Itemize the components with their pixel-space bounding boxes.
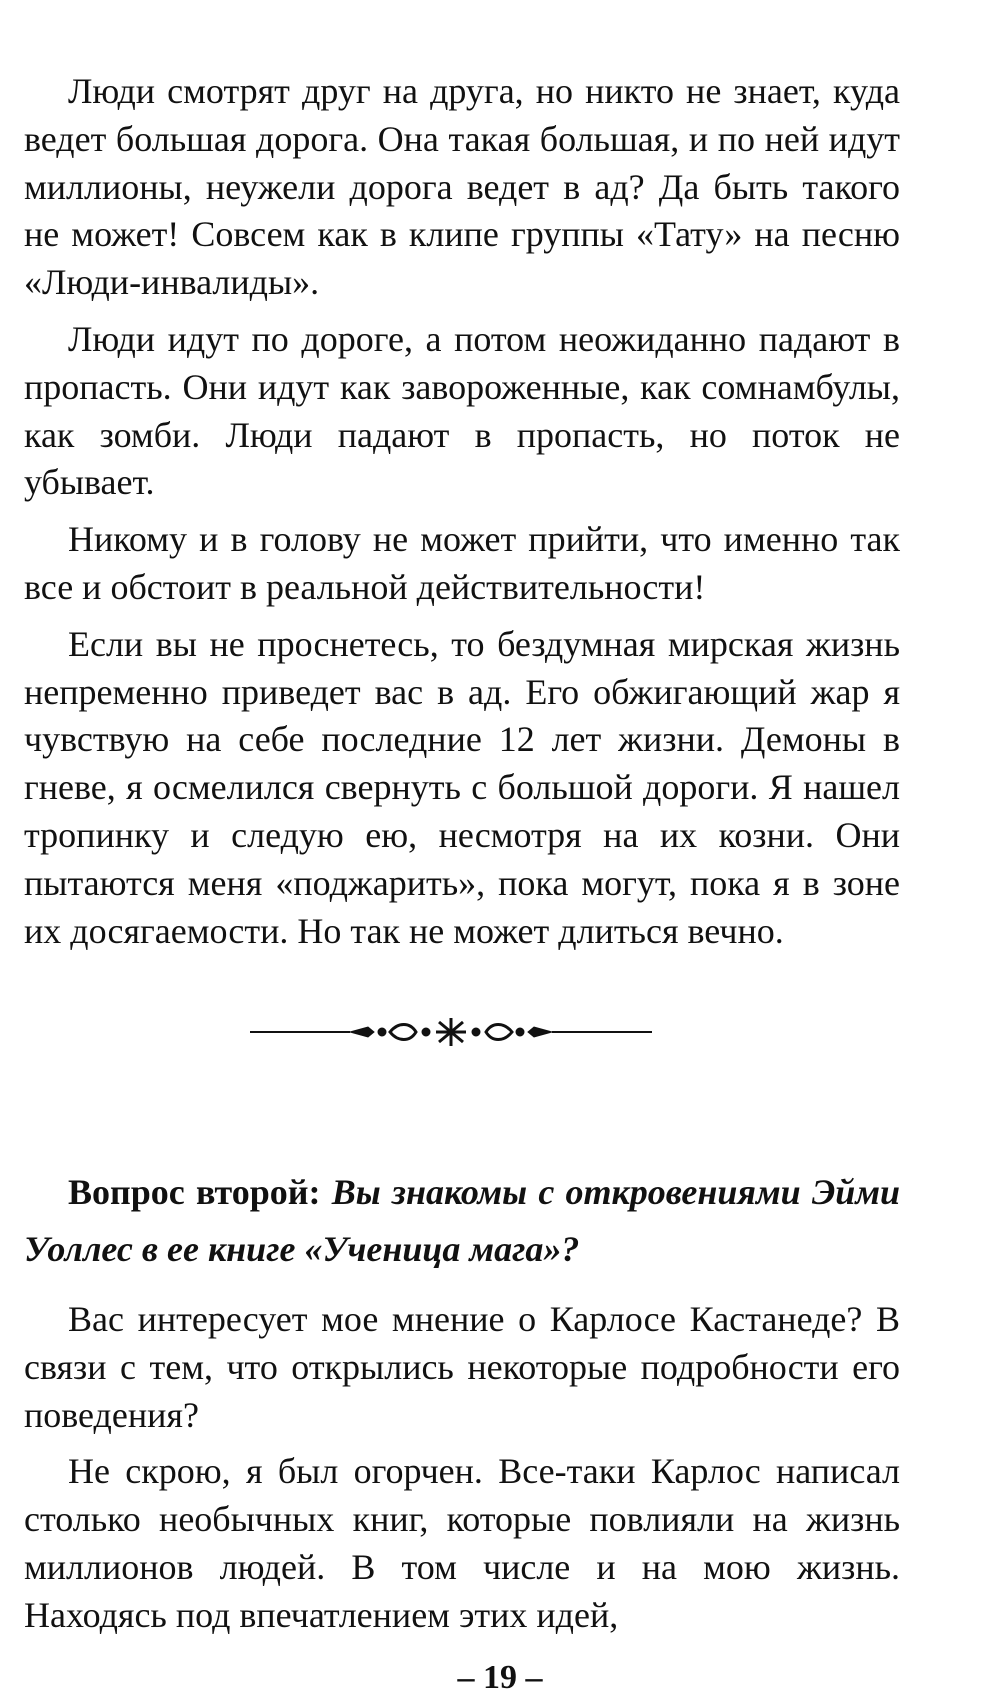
body-text-answer — [24, 1296, 900, 1649]
body-text-top — [24, 68, 900, 964]
paragraph: Никому и в голову не может прийти, что именно так все и обстоит в реальной действительности! — [24, 519, 900, 607]
page-number: – 19 – — [457, 1659, 543, 1696]
ornament-divider-icon — [250, 1012, 652, 1052]
paragraph: Люди идут по дороге, а потом неожиданно падают в пропасть. Они идут как завороженные, как сомнамбулы, как зомби. Люди падают в пропасть, но поток не убывает. — [24, 318, 900, 503]
question-label: Вопрос второй: — [68, 1172, 321, 1212]
paragraph: Люди смотрят друг на друга, но никто не знает, куда ведет большая дорога. Она такая большая, и по ней идут миллионы, неужели дорога ведет в ад? Да быть такого не может! Совсем как в клипе группы «Тату» на песню «Люди-инвалиды». — [24, 71, 900, 303]
paragraph: Не скрою, я был огорчен. Все-таки Карлос написал столько необычных книг, которые повлияли на жизнь миллионов людей. В том числе и на мою жизнь. Находясь под впечатлением этих идей, — [24, 1451, 900, 1635]
paragraph: Если вы не проснетесь, то бездумная мирская жизнь непременно приведет вас в ад. Его обжигающий жар я чувствую на себе последние 12 лет жизни. Демоны в гневе, я осмелился свернуть с большой дороги. Я нашел тропинку и следую ею, несмотря на их козни. Они пытаются меня «поджарить», пока могут, пока я в зоне их досягаемости. Но так не может длиться вечно. — [24, 623, 900, 951]
paragraph: Вас интересует мое мнение о Карлосе Кастанеде? В связи с тем, что открылись некоторые подробности его поведения? — [24, 1299, 900, 1435]
question-text: Вы знакомы с откровениями Эйми Уоллес в ее книге «Ученица мага»? — [24, 1172, 901, 1269]
question-heading — [24, 1164, 900, 1278]
